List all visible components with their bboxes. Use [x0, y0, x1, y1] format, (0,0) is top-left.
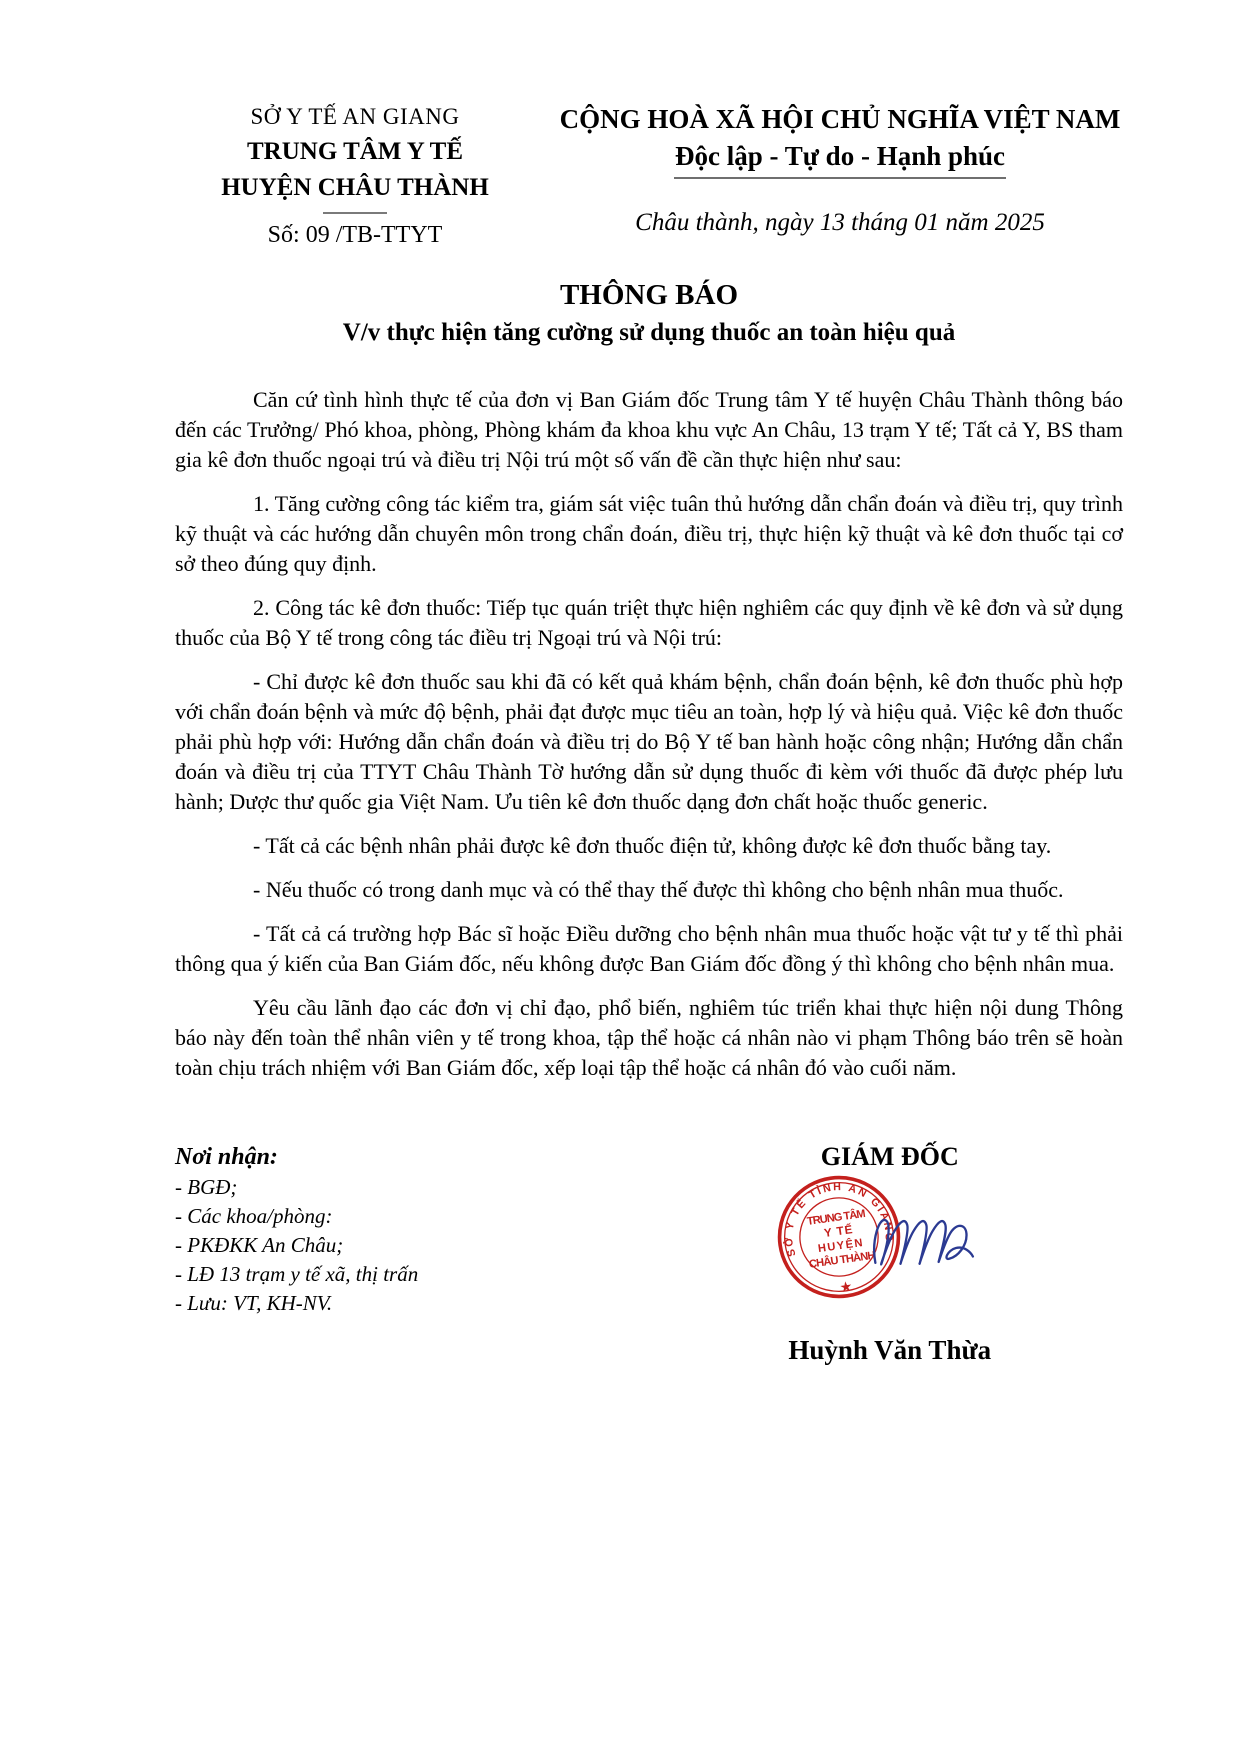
- recipient-item: - LĐ 13 trạm y tế xã, thị trấn: [175, 1262, 419, 1286]
- recipient-item: - PKĐKK An Châu;: [175, 1233, 344, 1257]
- body-paragraph: - Nếu thuốc có trong danh mục và có thể thay thế được thì không cho bệnh nhân mua thuốc.: [253, 877, 1064, 902]
- body-paragraph: Yêu cầu lãnh đạo các đơn vị chỉ đạo, phổ biến, nghiêm túc triển khai thực hiện nội dung Thông báo này đến toàn thể nhân viên y tế trong khoa, tập thể hoặc cá nhân nào vi phạm Thông báo trên sẽ hoàn toàn chịu trách nhiệm với Ban Giám đốc, xếp loại tập thể hoặc cá nhân đó vào cuối năm.: [175, 995, 1123, 1080]
- national-motto: Độc lập - Tự do - Hạnh phúc: [674, 141, 1006, 171]
- org-divider-line: [323, 212, 387, 214]
- document-subject: V/v thực hiện tăng cường sử dụng thuốc an toàn hiệu quả: [342, 319, 956, 346]
- handwritten-signature: [869, 1209, 975, 1269]
- body-paragraph: - Tất cả cá trường hợp Bác sĩ hoặc Điều dưỡng cho bệnh nhân mua thuốc hoặc vật tư y tế thì phải thông qua ý kiến của Ban Giám đốc, nếu không được Ban Giám đốc đồng ý thì không cho bệnh nhân mua.: [175, 921, 1123, 976]
- stamp-center-line-2: Y TẾ: [822, 1223, 853, 1240]
- recipients-block: [175, 1141, 621, 1366]
- national-header-block: [535, 100, 1123, 249]
- signature-block: [621, 1141, 1123, 1366]
- recipients-label: Nơi nhận:: [175, 1144, 278, 1170]
- stamp-center-line-4: CHÂU THÀNH: [807, 1249, 876, 1271]
- body-paragraph: - Chỉ được kê đơn thuốc sau khi đã có kết quả khám bệnh, chẩn đoán bệnh, kê đơn thuốc phù hợp với chẩn đoán bệnh và mức độ bệnh, phải đạt được mục tiêu an toàn, hợp lý và hiệu quả. Việc kê đơn thuốc phải phù hợp với: Hướng dẫn chẩn đoán và điều trị do Bộ Y tế ban hành hoặc công nhận; Hướng dẫn chẩn đoán và điều trị của TTYT Châu Thành Tờ hướng dẫn sử dụng thuốc đi kèm với thuốc đã được phép lưu hành; Dược thư quốc gia Việt Nam. Ưu tiên kê đơn thuốc dạng đơn chất hoặc thuốc generic.: [175, 669, 1123, 814]
- recipient-item: - BGĐ;: [175, 1175, 238, 1199]
- stamp-ring-text: SỞ Y TẾ TỈNH AN GIANG: [782, 1181, 895, 1258]
- org-name-line2: HUYỆN CHÂU THÀNH: [221, 174, 489, 201]
- parent-org-name: SỞ Y TẾ AN GIANG: [250, 104, 460, 129]
- place-and-date: Châu thành, ngày 13 tháng 01 năm 2025: [635, 209, 1045, 236]
- signoff-section: [175, 1141, 1123, 1366]
- body-paragraph: 2. Công tác kê đơn thuốc: Tiếp tục quán triệt thực hiện nghiêm các quy định về kê đơn và sử dụng thuốc của Bộ Y tế trong công tác điều trị Ngoại trú và Nội trú:: [175, 595, 1123, 650]
- body-paragraph: - Tất cả các bệnh nhân phải được kê đơn thuốc điện tử, không được kê đơn thuốc bằng tay.: [253, 833, 1052, 858]
- motto-underline: [674, 177, 1006, 179]
- title-block: [175, 275, 1123, 351]
- signer-name: Huỳnh Văn Thừa: [788, 1335, 992, 1365]
- issuing-org-block: [175, 100, 535, 249]
- signature-stroke: [874, 1220, 973, 1264]
- recipient-item: - Các khoa/phòng:: [175, 1204, 333, 1228]
- body-paragraph: 1. Tăng cường công tác kiểm tra, giám sát việc tuân thủ hướng dẫn chẩn đoán và điều trị, quy trình kỹ thuật và các hướng dẫn chuyên môn trong chẩn đoán, điều trị, thực hiện kỹ thuật và kê đơn thuốc tại cơ sở theo đúng quy định.: [175, 491, 1123, 576]
- document-number: Số: 09 /TB-TTYT: [267, 222, 443, 248]
- signer-title: GIÁM ĐỐC: [820, 1142, 959, 1171]
- body-paragraph: Căn cứ tình hình thực tế của đơn vị Ban Giám đốc Trung tâm Y tế huyện Châu Thành thông báo đến các Trưởng/ Phó khoa, phòng, Phòng khám đa khoa khu vực An Châu, 13 trạm Y tế; Tất cả Y, BS tham gia kê đơn thuốc ngoại trú và điều trị Nội trú một số vấn đề cần thực hiện như sau:: [175, 387, 1123, 472]
- stamp-and-signature-area: [657, 1173, 1123, 1333]
- national-title: CỘNG HOÀ XÃ HỘI CHỦ NGHĨA VIỆT NAM: [559, 104, 1121, 134]
- org-name-line1: TRUNG TÂM Y TẾ: [246, 138, 463, 165]
- document-body: [175, 385, 1123, 1083]
- recipients-list: [175, 1173, 621, 1318]
- recipient-item: - Lưu: VT, KH-NV.: [175, 1291, 333, 1315]
- stamp-star-icon: ★: [839, 1279, 852, 1295]
- stamp-center-line-3: HUYỆN: [816, 1237, 863, 1256]
- document-header: [175, 100, 1123, 249]
- stamp-center-line-1: TRUNG TÂM: [805, 1207, 866, 1228]
- document-title: THÔNG BÁO: [559, 279, 739, 311]
